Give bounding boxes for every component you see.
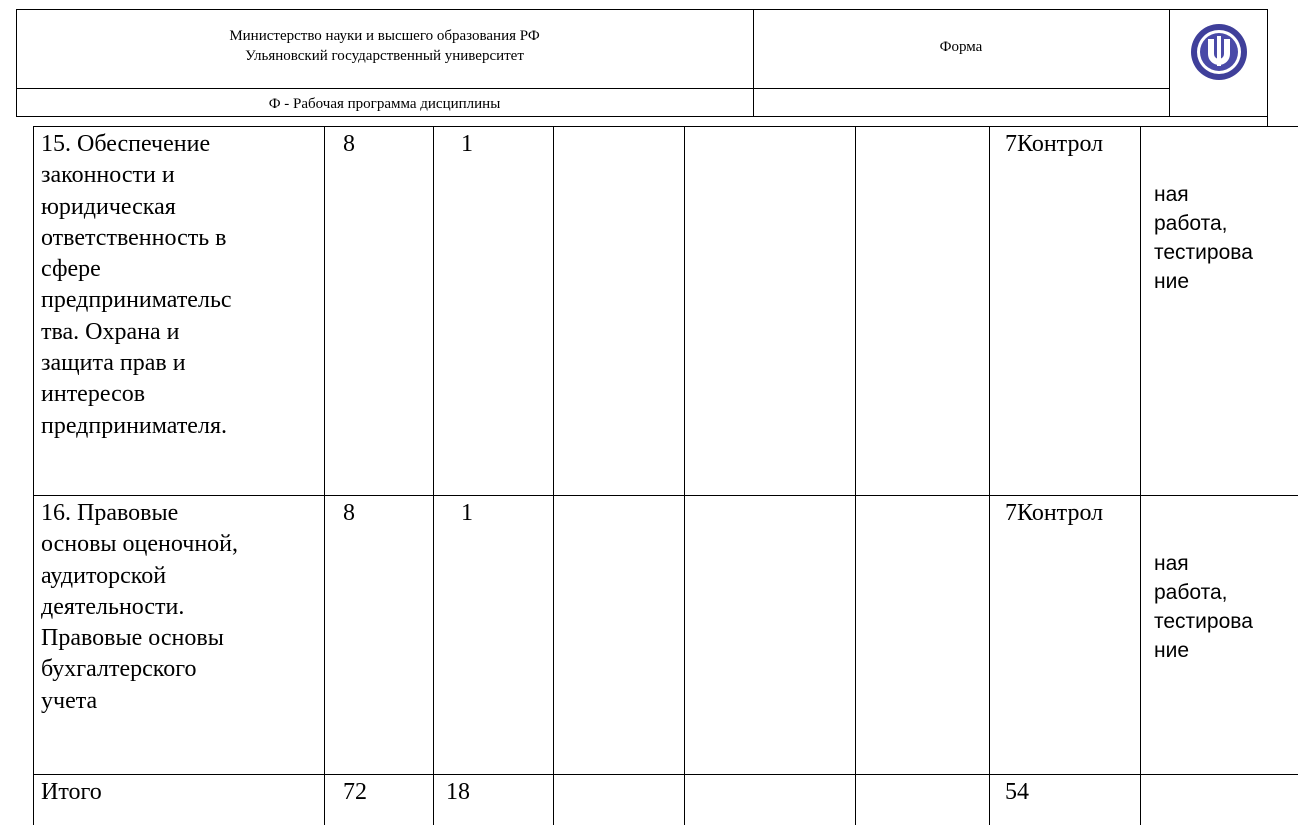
total-label: Итого — [41, 779, 102, 805]
self-study-sum: 54 — [1005, 779, 1029, 805]
self-study-cell: 7Контрол — [1005, 500, 1104, 526]
col-border-4 — [684, 126, 685, 825]
col-border-2 — [433, 126, 434, 825]
self-study-cell: 7Контрол — [1005, 131, 1104, 157]
total-hours-sum: 72 — [343, 779, 367, 805]
control-form-cell: ная работа, тестирова ние — [1154, 183, 1253, 293]
lecture-hours-sum: 18 — [446, 779, 470, 805]
row-divider-1 — [33, 495, 1298, 496]
control-form-cell: ная работа, тестирова ние — [1154, 552, 1253, 662]
col-border-7 — [1140, 126, 1141, 825]
lecture-hours-cell: 1 — [461, 131, 473, 157]
topic-cell: 15. Обеспечение законности и юридическая ответственность в сфере предпринимательс тва. Охрана и защита прав и интересов предпринимателя. — [41, 131, 232, 439]
col-border-3 — [553, 126, 554, 825]
row-divider-2 — [33, 774, 1298, 775]
form-label: Форма — [939, 39, 983, 55]
col-border-5 — [855, 126, 856, 825]
lecture-hours-cell: 1 — [461, 500, 473, 526]
program-title: Ф - Рабочая программа дисциплины — [268, 96, 501, 112]
table-border-top — [33, 126, 1298, 127]
col-border-0 — [33, 126, 34, 825]
ministry-line-1: Министерство науки и высшего образования РФ — [229, 28, 540, 44]
total-hours-cell: 8 — [343, 500, 355, 526]
ministry-line-2: Ульяновский государственный университет — [245, 48, 524, 64]
total-hours-cell: 8 — [343, 131, 355, 157]
col-border-6 — [989, 126, 990, 825]
topic-cell: 16. Правовые основы оценочной, аудиторской деятельности. Правовые основы бухгалтерского учета — [41, 500, 239, 714]
col-border-1 — [324, 126, 325, 825]
